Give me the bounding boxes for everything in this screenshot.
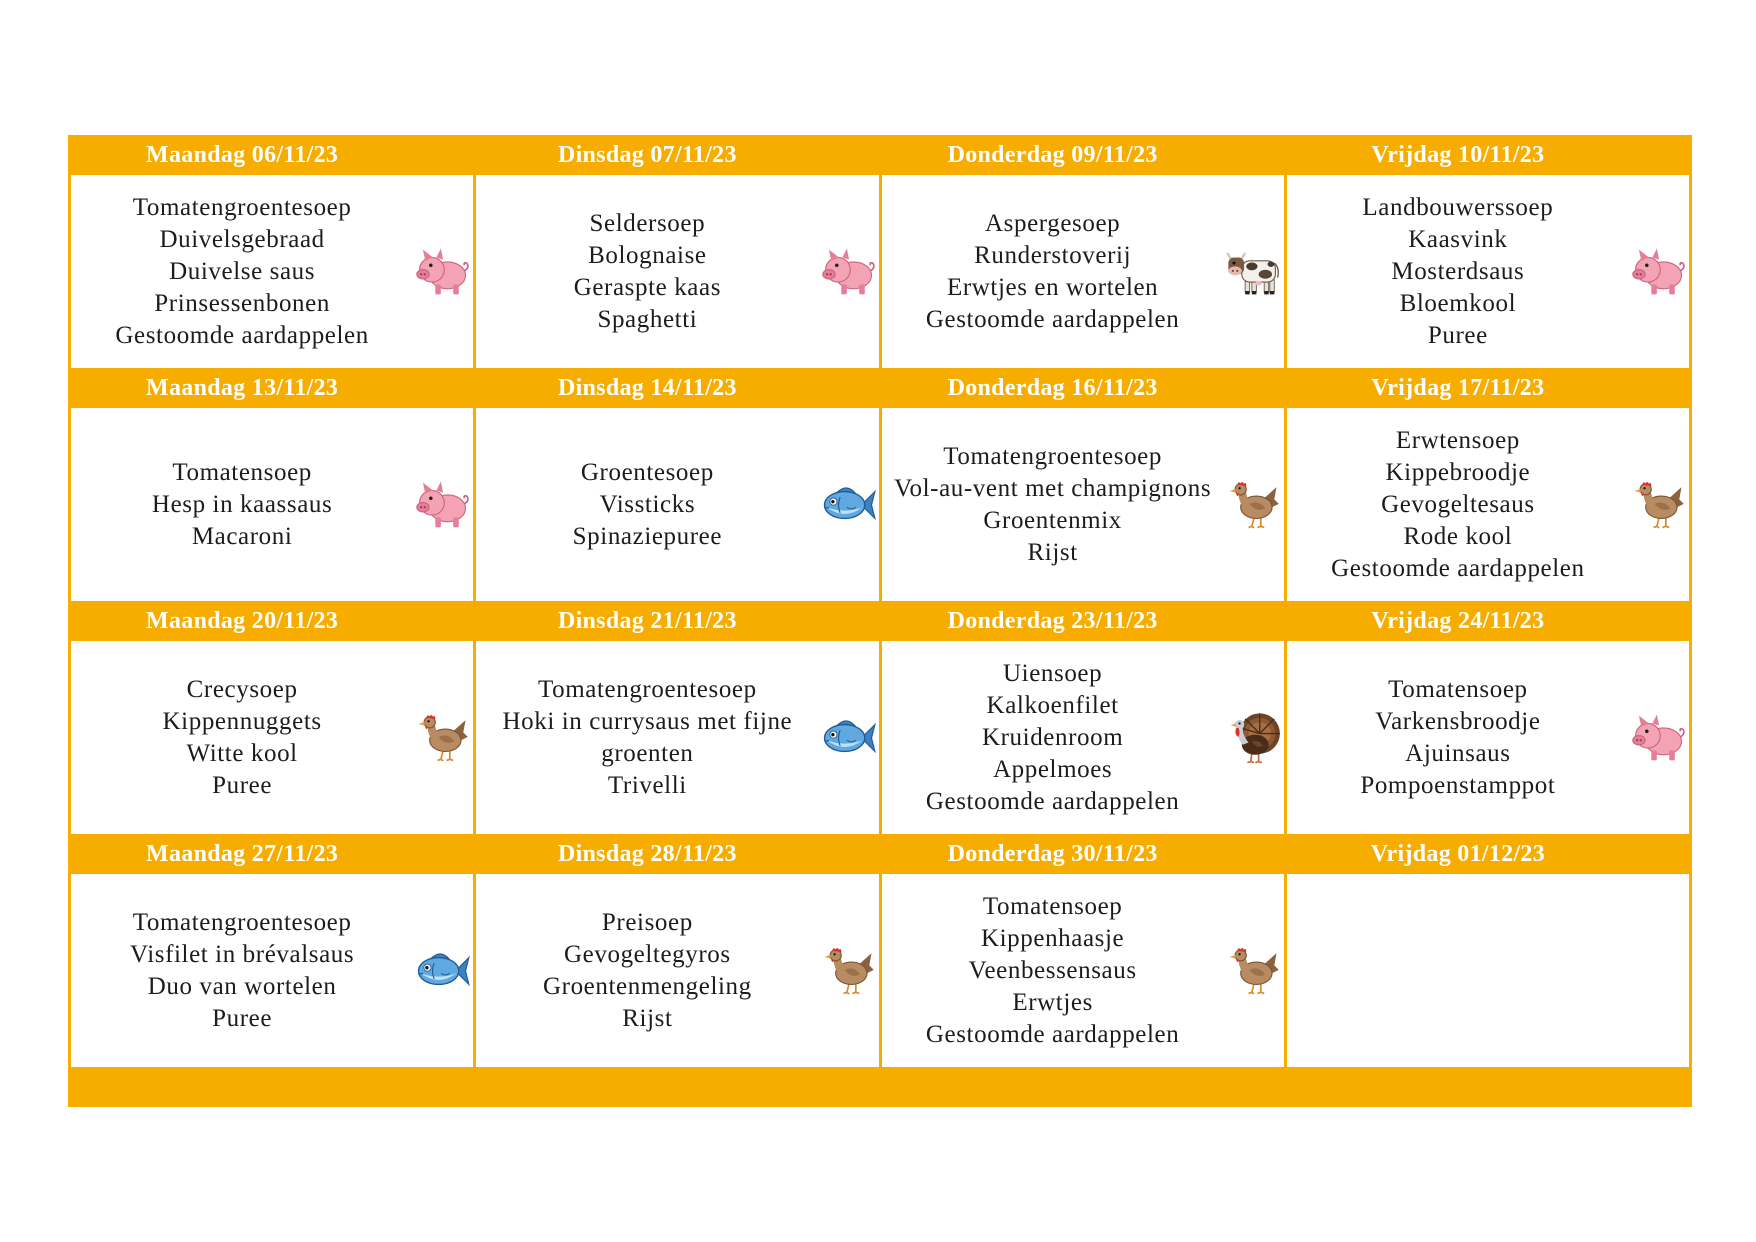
dish-item: Tomatensoep [982,892,1123,920]
dish-list [882,441,1224,569]
dish-item: Tomatengroentesoep [132,908,352,936]
day-header [1287,601,1689,641]
dish-item: Groentenmengeling [543,972,752,1000]
day-cell [71,874,473,1067]
dish-item: Spinaziepuree [572,522,723,550]
dish-list [1287,425,1629,585]
dish-item: Duo van wortelen [147,972,337,1000]
dish-item: Kalkoenfilet [986,691,1119,719]
dish-item: Groentesoep [580,458,714,486]
dish-item: Gestoomde aardappelen [925,305,1180,333]
day-header-label: Dinsdag 14/11/23 [557,375,737,401]
dish-item: Varkensbroodje [1375,707,1541,735]
dish-item: Seldersoep [589,209,706,237]
day-header-label: Vrijdag 01/12/23 [1370,841,1546,867]
day-header-label: Dinsdag 21/11/23 [557,608,737,634]
dish-item: Ajuinsaus [1405,739,1511,767]
dish-item: Trivelli [607,771,687,799]
day-header-label: Maandag 20/11/23 [146,608,339,634]
day-header-label: Dinsdag 28/11/23 [557,841,737,867]
day-cell [476,408,878,601]
dish-item: Kippenhaasje [980,924,1125,952]
day-cell [1287,175,1689,368]
dish-item: Groentenmix [983,506,1122,534]
day-header [882,368,1284,408]
dish-item: Duivelsgebraad [159,225,325,253]
dish-list [476,907,818,1035]
day-header [882,601,1284,641]
dish-list [71,192,413,352]
dish-item: Appelmoes [992,755,1113,783]
dish-item: Uiensoep [1003,659,1103,687]
day-cell [71,408,473,601]
dish-item: Crecysoep [186,675,298,703]
dish-list [1287,192,1629,352]
dish-item: Tomatengroentesoep [132,193,352,221]
day-header-label: Donderdag 09/11/23 [947,142,1158,168]
dish-item: Tomatengroentesoep [943,442,1162,470]
day-cell [1287,874,1689,1067]
day-header [882,834,1284,874]
dish-item: Erwtjes [1012,988,1093,1016]
dish-item: Mosterdsaus [1391,257,1525,285]
chicken-icon [1225,477,1281,533]
day-header [476,368,878,408]
day-header [71,601,473,641]
menu-table [68,135,1692,1107]
fish-icon [414,943,470,999]
pig-icon [414,477,470,533]
day-header-label: Donderdag 30/11/23 [947,841,1158,867]
dish-item: Visfilet in brévalsaus [130,940,355,968]
dish-item: Spaghetti [597,305,698,333]
day-header-label: Dinsdag 07/11/23 [557,142,737,168]
footer-bar [68,1067,1692,1107]
dish-item: Kippebroodje [1385,458,1531,486]
dish-item: Puree [212,1004,273,1032]
chicken-icon [820,943,876,999]
pig-icon [414,244,470,300]
day-header [476,135,878,175]
day-header-label: Donderdag 23/11/23 [947,608,1158,634]
cow-icon [1225,244,1281,300]
dish-item: Aspergesoep [984,209,1121,237]
day-header [71,368,473,408]
dish-item: Gestoomde aardappelen [925,1020,1180,1048]
dish-item: Prinsessenbonen [154,289,330,317]
day-cell [882,641,1284,834]
dish-item: Gestoomde aardappelen [1331,554,1585,582]
dish-item: Vol-au-vent met champignons [894,474,1212,502]
day-cell [1287,641,1689,834]
dish-item: Erwtjes en wortelen [946,273,1159,301]
dish-item: Tomatengroentesoep [538,675,757,703]
dish-list [71,907,413,1035]
day-header-label: Donderdag 16/11/23 [947,375,1158,401]
dish-item: Erwtensoep [1395,426,1520,454]
day-header [1287,834,1689,874]
day-header-label: Maandag 06/11/23 [146,142,339,168]
dish-item: Hesp in kaassaus [151,490,333,518]
chicken-icon [414,710,470,766]
dish-item: Vissticks [599,490,696,518]
dish-item: Macaroni [191,522,293,550]
dish-item: Landbouwerssoep [1362,193,1554,221]
day-cell [1287,408,1689,601]
dish-item: Geraspte kaas [573,273,722,301]
day-header-label: Vrijdag 24/11/23 [1371,608,1545,634]
day-header [476,834,878,874]
day-cell [882,408,1284,601]
day-header [1287,135,1689,175]
dish-item: Pompoenstamppot [1360,771,1556,799]
day-cell [476,874,878,1067]
dish-item: Gevogeltesaus [1381,490,1535,518]
chicken-icon [1225,943,1281,999]
pig-icon [1630,244,1686,300]
day-cell [882,874,1284,1067]
dish-item: Rijst [1027,538,1078,566]
dish-item: Kruidenroom [981,723,1124,751]
dish-list [476,674,818,802]
dish-item: Tomatensoep [1388,675,1528,703]
day-header-label: Vrijdag 17/11/23 [1371,375,1545,401]
dish-item: Veenbessensaus [968,956,1137,984]
dish-item: Preisoep [601,908,693,936]
pig-icon [1630,710,1686,766]
day-header-label: Maandag 13/11/23 [146,375,339,401]
dish-item: Gevogeltegyros [564,940,731,968]
day-header [476,601,878,641]
dish-list [71,457,413,553]
dish-list [476,457,818,553]
dish-item: Witte kool [186,739,298,767]
day-cell [882,175,1284,368]
dish-item: Runderstoverij [974,241,1132,269]
dish-item: Kippennuggets [162,707,322,735]
dish-list [1287,674,1629,802]
chicken-icon [1630,477,1686,533]
dish-list [882,208,1224,336]
day-cell [476,641,878,834]
dish-item: Duivelse saus [169,257,316,285]
dish-item: Kaasvink [1408,225,1508,253]
dish-item: Puree [212,771,273,799]
dish-item: Rode kool [1403,522,1513,550]
day-header-label: Maandag 27/11/23 [146,841,339,867]
dish-item: Rijst [622,1004,673,1032]
day-header [882,135,1284,175]
dish-item: Gestoomde aardappelen [115,321,369,349]
dish-item: Puree [1427,321,1488,349]
day-cell [476,175,878,368]
dish-list [476,208,818,336]
day-cell [71,175,473,368]
dish-item: Hoki in currysaus met fijne groenten [502,707,793,767]
dish-item: Bolognaise [588,241,707,269]
dish-item: Tomatensoep [172,458,312,486]
dish-item: Bloemkool [1399,289,1517,317]
day-header [1287,368,1689,408]
pig-icon [820,244,876,300]
day-cell [71,641,473,834]
dish-list [882,891,1224,1051]
menu-grid [68,135,1692,1067]
dish-list [71,674,413,802]
fish-icon [820,477,876,533]
dish-item: Gestoomde aardappelen [925,787,1180,815]
fish-icon [820,710,876,766]
day-header [71,135,473,175]
day-header-label: Vrijdag 10/11/23 [1371,142,1545,168]
dish-list [882,658,1224,818]
day-header [71,834,473,874]
turkey-icon [1225,710,1281,766]
